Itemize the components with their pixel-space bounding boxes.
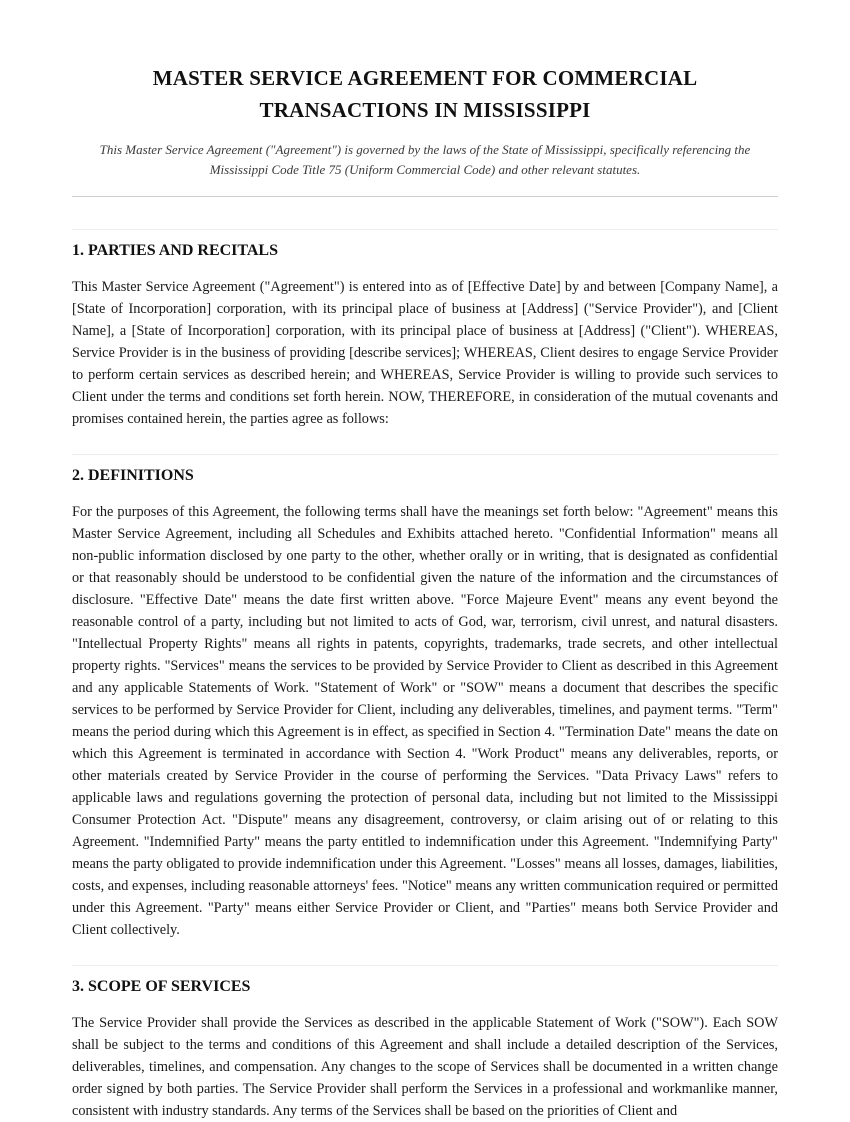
section-divider (72, 229, 778, 230)
section-parties-and-recitals (72, 241, 778, 430)
document-page (72, 0, 778, 1122)
title-divider (72, 196, 778, 197)
document-subtitle: This Master Service Agreement ("Agreement") is governed by the laws of the State of Mississippi, specifically referencing the Mississippi Code Title 75 (Uniform Commercial Code) and other relevant statutes. (99, 142, 751, 177)
section-scope-of-services (72, 977, 778, 1122)
section-body: For the purposes of this Agreement, the following terms shall have the meanings set forth below: "Agreement" means this Master Service Agreement, including all Schedules and Exhibits attached hereto. "Confidential Information" means all non-public information disclosed by one party to the other, whether orally or in writing, that is designated as confidential or that reasonably should be understood to be confidential given the nature of the information and the circumstances of disclosure. "Effective Date" means the date first written above. "Force Majeure Event" means any event beyond the reasonable control of a party, including but not limited to acts of God, war, terrorism, civil unrest, and natural disasters. "Intellectual Property Rights" means all rights in patents, copyrights, trademarks, trade secrets, and other intellectual property rights. "Services" means the services to be provided by Service Provider to Client as described in this Agreement and any applicable Statements of Work. "Statement of Work" or "SOW" means a document that describes the specific services to be performed by Service Provider for Client, including any deliverables, timelines, and payment terms. "Term" means the period during which this Agreement is in effect, as specified in Section 4. "Termination Date" means the date on which this Agreement is terminated in accordance with Section 4. "Work Product" means any deliverables, reports, or other materials created by Service Provider in the course of performing the Services. "Data Privacy Laws" refers to applicable laws and regulations governing the protection of personal data, including but not limited to the Mississippi Consumer Protection Act. "Dispute" means any disagreement, controversy, or claim arising out of or relating to this Agreement. "Indemnified Party" means the party entitled to indemnification under this Agreement. "Indemnifying Party" means the party obligated to provide indemnification under this Agreement. "Losses" means all losses, damages, liabilities, costs, and expenses, including reasonable attorneys' fees. "Notice" means any written communication required or permitted under this Agreement. "Party" means either Service Provider or Client, and "Parties" means both Service Provider and Client collectively. (72, 504, 778, 938)
section-divider (72, 454, 778, 455)
section-body: The Service Provider shall provide the Services as described in the applicable Statement of Work ("SOW"). Each SOW shall be subject to the terms and conditions of this Agreement and shall include a detailed description of the Services, deliverables, timelines, and compensation. Any changes to the scope of Services shall be documented in a written change order signed by both parties. The Service Provider shall perform the Services in a professional and workmanlike manner, consistent with industry standards. Any terms of the Services shall be based on the priorities of Client and (72, 1015, 778, 1119)
section-heading: 2. DEFINITIONS (72, 467, 194, 484)
section-heading: 1. PARTIES AND RECITALS (72, 242, 278, 259)
section-definitions (72, 466, 778, 941)
section-divider (72, 965, 778, 966)
section-body: This Master Service Agreement ("Agreement") is entered into as of [Effective Date] by and between [Company Name], a [State of Incorporation] corporation, with its principal place of business at [Address] ("Service Provider"), and [Client Name], a [State of Incorporation] corporation, with its principal place of business at [Address] ("Client"). WHEREAS, Service Provider is in the business of providing [describe services]; WHEREAS, Client desires to engage Service Provider to perform certain services as described herein; and WHEREAS, Service Provider is willing to provide such services to Client under the terms and conditions set forth herein. NOW, THEREFORE, in consideration of the mutual covenants and promises contained herein, the parties agree as follows: (72, 279, 778, 427)
document-title: MASTER SERVICE AGREEMENT FOR COMMERCIAL TRANSACTIONS IN MISSISSIPPI (152, 66, 698, 122)
section-heading: 3. SCOPE OF SERVICES (72, 978, 251, 995)
